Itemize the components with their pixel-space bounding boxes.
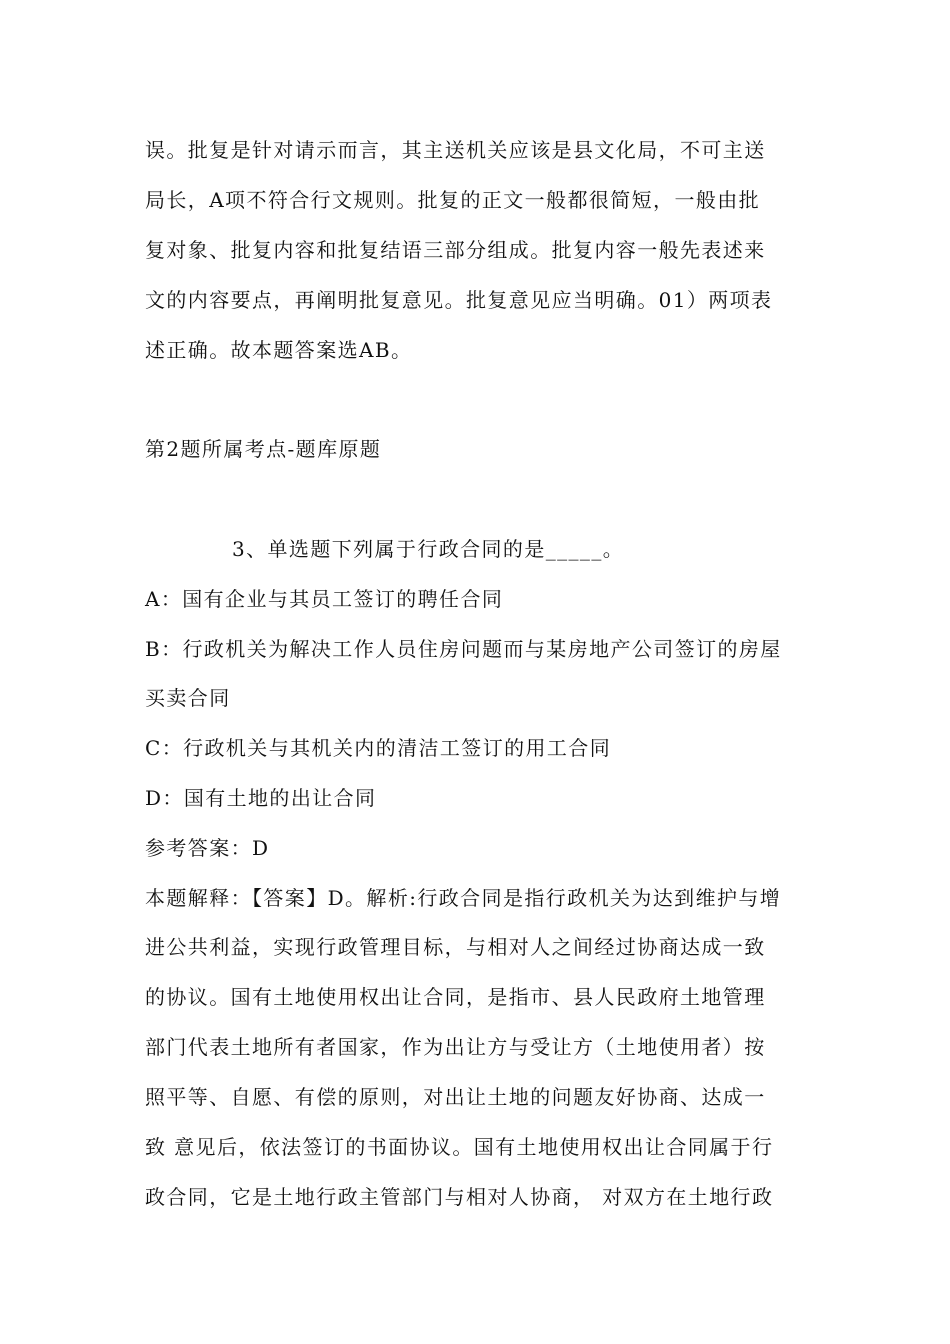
reference-answer: 参考答案：D [145, 836, 270, 860]
explanation-line: 的协议。国有土地使用权出让合同，是指市、县人民政府土地管理 [145, 985, 766, 1009]
text-line: 误。批复是针对请示而言，其主送机关应该是县文化局，不可主送 [145, 138, 766, 162]
option-a: A：国有企业与其员工签订的聘任合同 [145, 587, 504, 611]
option-d: D：国有土地的出让合同 [145, 786, 377, 810]
question-stem: 3、单选题下列属于行政合同的是_____。 [232, 537, 625, 561]
explanation-line: 致 意见后，依法签订的书面协议。国有土地使用权出让合同属于行 [145, 1135, 774, 1159]
option-b: B：行政机关为解决工作人员住房问题而与某房地产公司签订的房屋 [145, 637, 782, 661]
explanation-line: 照平等、自愿、有偿的原则，对出让土地的问题友好协商、达成一 [145, 1085, 766, 1109]
explanation-line: 部门代表土地所有者国家，作为出让方与受让方（土地使用者）按 [145, 1035, 766, 1059]
explanation-line: 政合同，它是土地行政主管部门与相对人协商， 对双方在土地行政 [145, 1185, 774, 1209]
text-line: 述正确。故本题答案选AB。 [145, 338, 413, 362]
explanation-line: 本题解释：【答案】D。解析:行政合同是指行政机关为达到维护与增 [145, 886, 782, 910]
text-line: 文的内容要点，再阐明批复意见。批复意见应当明确。01）两项表 [145, 288, 773, 312]
explanation-line: 进公共利益，实现行政管理目标，与相对人之间经过协商达成一致 [145, 935, 766, 959]
text-line: 复对象、批复内容和批复结语三部分组成。批复内容一般先表述来 [145, 238, 766, 262]
option-b-continued: 买卖合同 [145, 686, 231, 710]
option-c: C：行政机关与其机关内的清洁工签订的用工合同 [145, 736, 612, 760]
topic-note: 第2题所属考点-题库原题 [145, 437, 382, 461]
text-line: 局长，A项不符合行文规则。批复的正文一般都很简短，一般由批 [145, 188, 761, 212]
